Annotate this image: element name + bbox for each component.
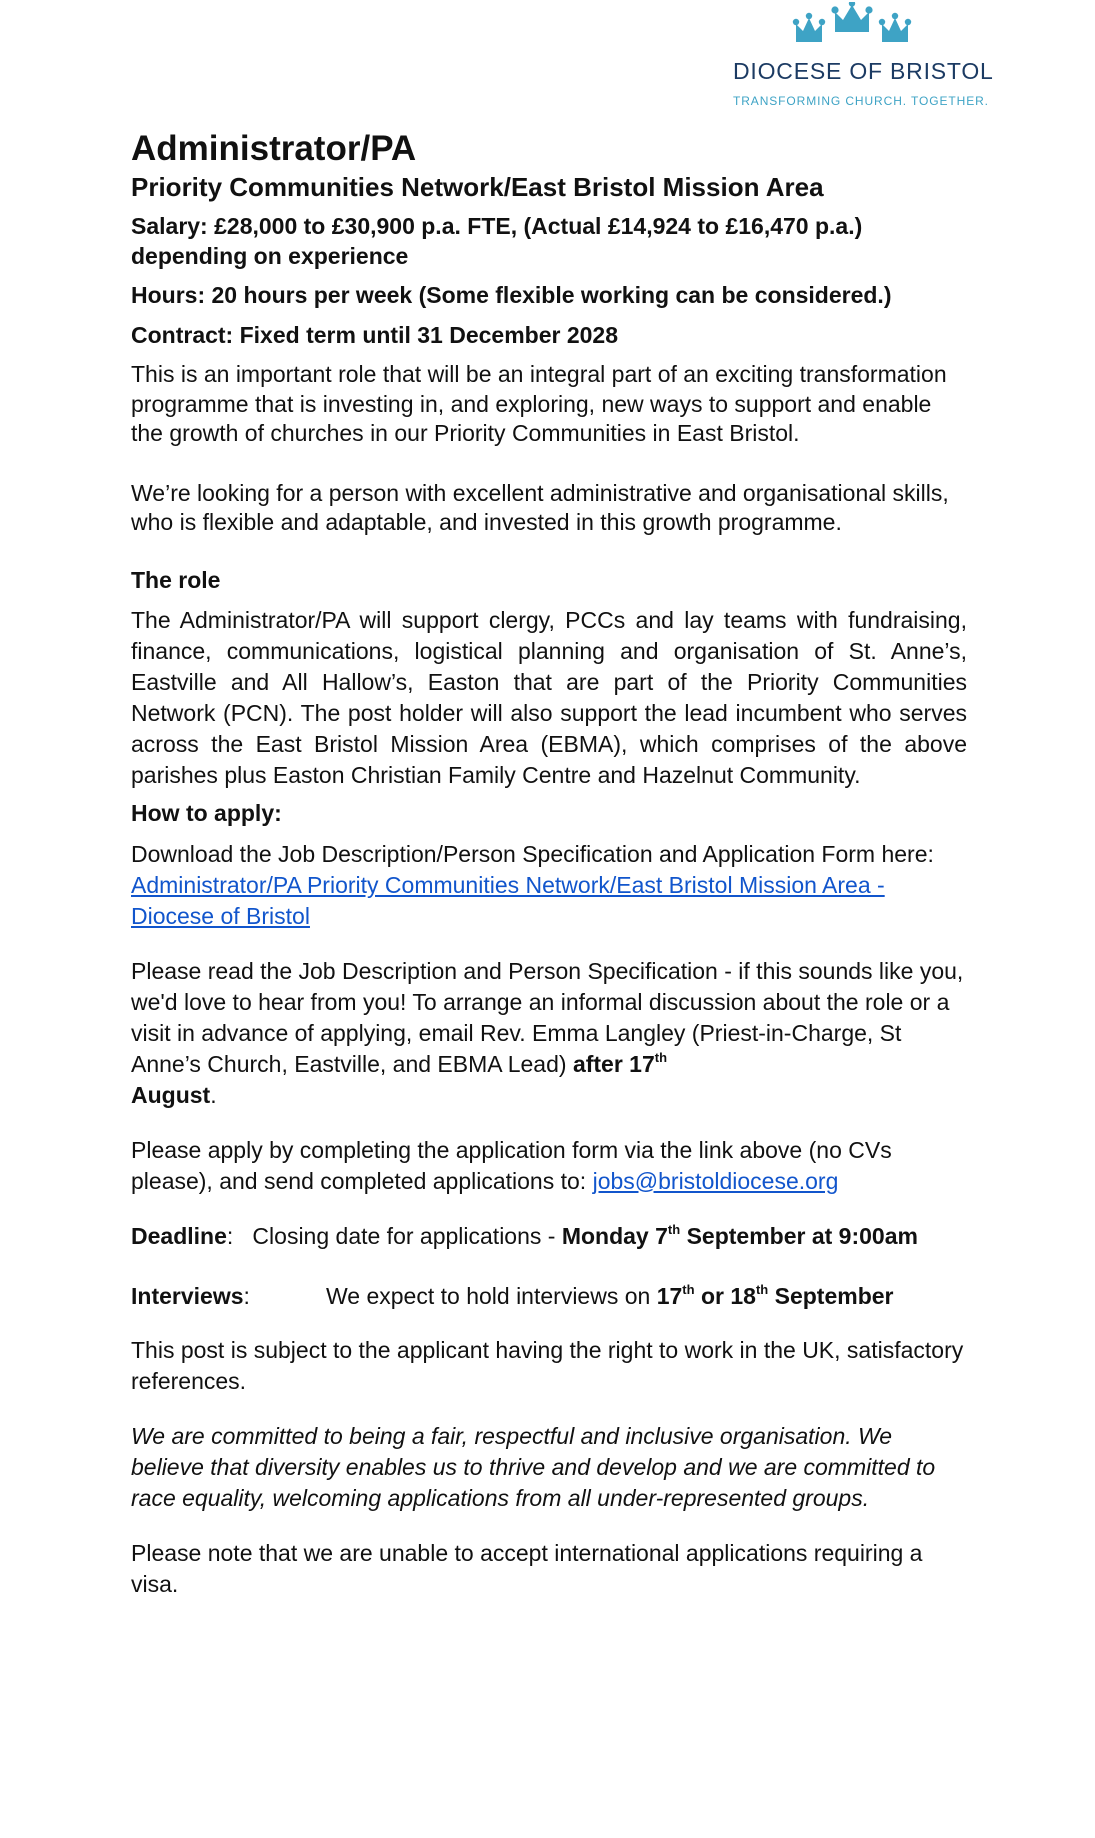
- interviews-paragraph: [131, 1282, 967, 1312]
- interviews-sup-1: th: [682, 1281, 695, 1297]
- apply-heading: How to apply:: [131, 800, 282, 826]
- read-paragraph: [131, 956, 967, 1111]
- interviews-date-2: or 18: [694, 1282, 756, 1309]
- read-end: .: [210, 1081, 217, 1108]
- role-description: The Administrator/PA will support clergy, PCCs and lay teams with fundraising, finance, communications, logistical planning and organisation of St. Anne’s, Eastville and All Hallow’s, Easton that are part of the Priority Communities Network (PCN). The post holder will also support the lead incumbent who serves across the East Bristol Mission Area (EBMA), which comprises of the above parishes plus Easton Christian Family Centre and Hazelnut Community.: [131, 607, 967, 788]
- job-title: Administrator/PA: [131, 129, 417, 168]
- contract: Contract: Fixed term until 31 December 2028: [131, 321, 618, 348]
- inclusion-statement: [131, 1421, 967, 1514]
- diocese-logo: [728, 2, 994, 112]
- download-paragraph: [131, 839, 967, 932]
- conditions-paragraph: This post is subject to the applicant having the right to work in the UK, satisfactory references.: [131, 1337, 964, 1394]
- application-pack-link[interactable]: Administrator/PA Priority Communities Network/East Bristol Mission Area - Diocese of Bristol: [131, 871, 885, 929]
- deadline-label: Deadline: [131, 1222, 227, 1249]
- job-subtitle: Priority Communities Network/East Bristol Mission Area: [131, 172, 824, 202]
- interviews-month: September: [768, 1282, 894, 1309]
- interviews-label-wrap: [131, 1282, 326, 1312]
- intro-paragraph-1: This is an important role that will be an integral part of an exciting transformation programme that is investing in, and exploring, new ways to support and enable the growth of churches in our Priority Communities in East Bristol.: [131, 361, 947, 446]
- role-heading: The role: [131, 566, 221, 593]
- deadline-date: Monday 7: [561, 1222, 668, 1249]
- deadline-paragraph: [131, 1221, 967, 1252]
- deadline-colon: :: [226, 1222, 234, 1249]
- intro-paragraph-2: We’re looking for a person with excellent administrative and organisational skills, who is flexible and adaptable, and invested in this growth programme.: [131, 479, 949, 535]
- deadline-text: Closing date for applications -: [233, 1222, 562, 1249]
- hours: Hours: 20 hours per week (Some flexible working can be considered.): [131, 282, 892, 308]
- interviews-sup-2: th: [755, 1281, 769, 1297]
- crowns-icon: [792, 2, 912, 52]
- salary: Salary: £28,000 to £30,900 p.a. FTE, (Actual £14,924 to £16,470 p.a.) depending on experience: [131, 213, 863, 269]
- download-text: Download the Job Description/Person Specification and Application Form here:: [131, 840, 934, 867]
- logo-name: DIOCESE OF BRISTOL: [733, 58, 994, 84]
- interviews-text: We expect to hold interviews on: [326, 1282, 657, 1309]
- deadline-time: September at 9:00am: [680, 1222, 918, 1249]
- interviews-label: Interviews: [131, 1282, 244, 1309]
- interviews-colon: :: [243, 1282, 250, 1309]
- read-date-bold: after 17: [572, 1050, 655, 1077]
- read-date-sup: th: [654, 1049, 668, 1065]
- deadline-sup: th: [667, 1221, 681, 1237]
- logo-tagline: TRANSFORMING CHURCH. TOGETHER.: [733, 94, 989, 108]
- submit-text: Please apply by completing the application form via the link above (no CVs please), and send completed applications to:: [131, 1136, 892, 1194]
- inclusion-text: We are committed to being a fair, respectful and inclusive organisation. We believe that diversity enables us to thrive and develop and we are committed to race equality, welcoming applications from all under-represented groups.: [131, 1423, 936, 1511]
- read-date-month: August: [131, 1081, 211, 1108]
- email-link[interactable]: jobs@bristoldiocese.org: [592, 1167, 839, 1194]
- job-advert: [131, 128, 967, 1600]
- visa-note: Please note that we are unable to accept international applications requiring a visa.: [131, 1540, 923, 1597]
- interviews-date-1: 17: [656, 1282, 683, 1309]
- submit-paragraph: [131, 1135, 967, 1197]
- read-text: Please read the Job Description and Person Specification - if this sounds like you, we'd love to hear from you! To arrange an informal discussion about the role or a visit in advance of applying, email Rev. Emma Langley (Priest-in-Charge, St Anne’s Church, Eastville, and EBMA Lead): [131, 957, 964, 1077]
